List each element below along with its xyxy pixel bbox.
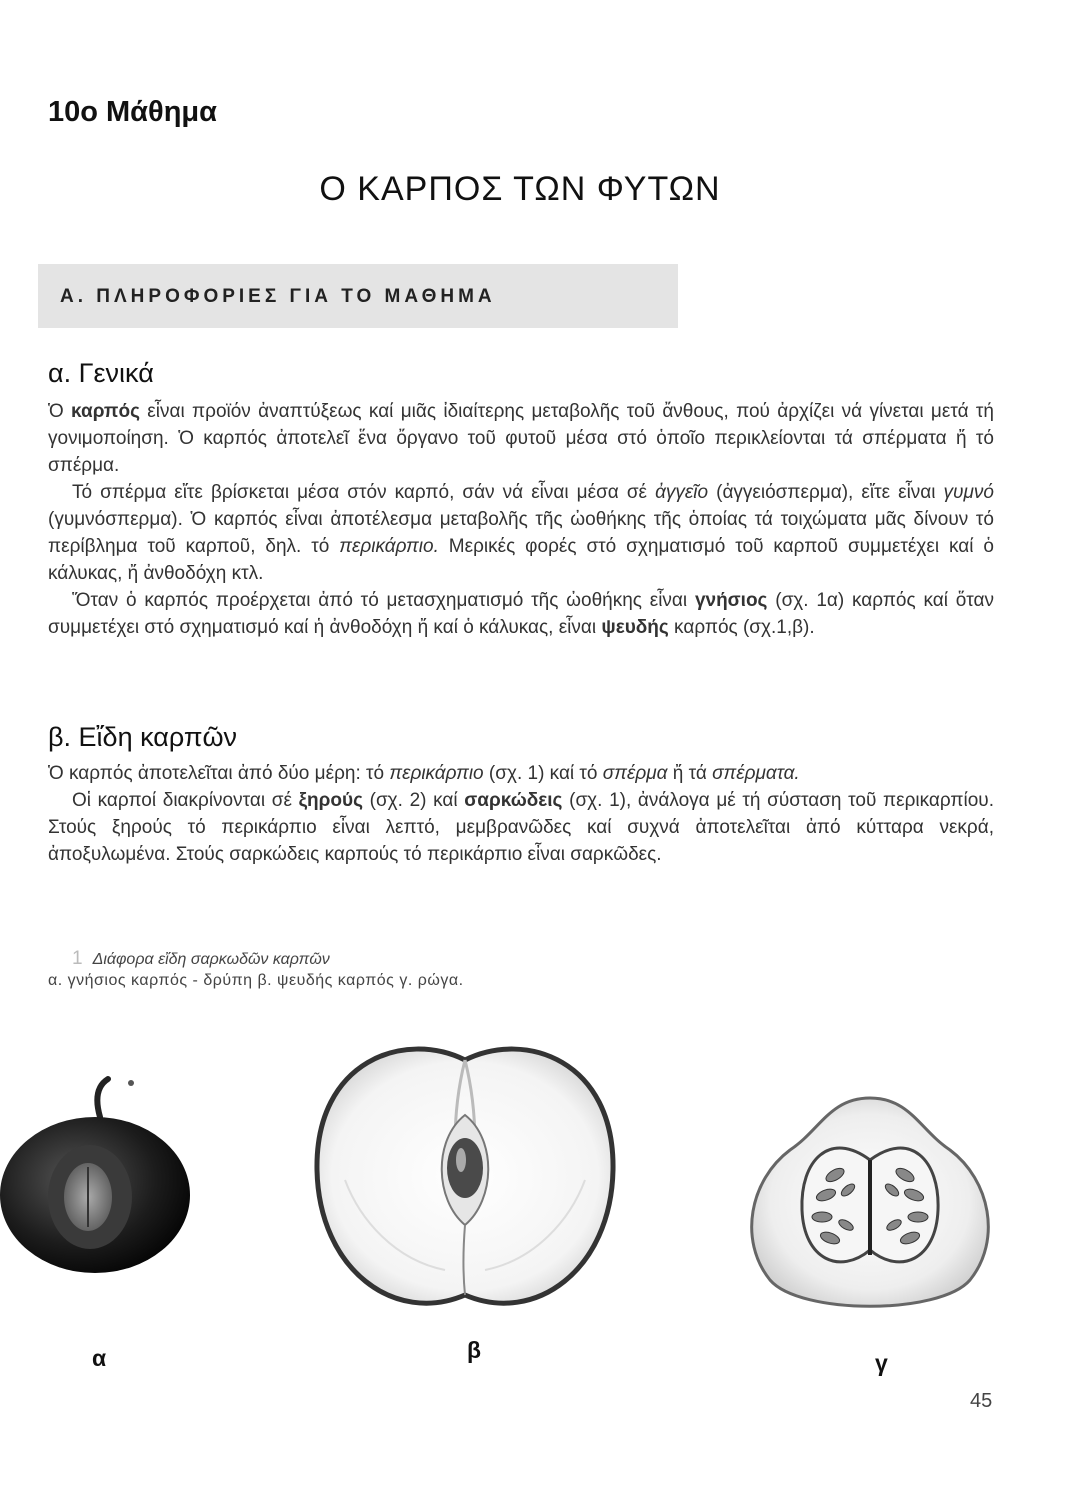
figure-label-c: γ <box>875 1350 888 1376</box>
figure-caption <box>48 948 464 990</box>
paragraph: Ὁ καρπός εἶναι προϊόν ἀναπτύξεως καί μιᾶς ἰδιαίτερης μεταβολῆς τοῦ ἄνθους, πού ἀρχίζει νά γίνεται μετά τή γονιμοποίηση. Ὁ καρπός ἀποτελεῖ ἕνα ὄργανο τοῦ φυτοῦ μέσα στό ὁποῖο περικλείονται τά σπέρματα ἤ τό σπέρμα. <box>48 401 994 476</box>
paragraph: Ὁ καρπός ἀποτελεῖται ἀπό δύο μέρη: τό περικάρπιο (σχ. 1) καί τό σπέρμα ἤ τά σπέρματα. <box>48 763 800 784</box>
page-title: Ο ΚΑΡΠΟΣ ΤΩΝ ΦΥΤΩΝ <box>319 170 721 208</box>
paragraph: Ὅταν ὁ καρπός προέρχεται ἀπό τό μετασχηματισμό τῆς ὠοθήκης εἶναι γνήσιος (σχ. 1α) καρπός καί ὅταν συμμετέχει στό σχηματισμό καί ἡ ἀνθοδόχη ἤ καί ὁ κάλυκας, εἶναι ψευδής καρπός (σχ.1,β). <box>48 590 994 638</box>
section-a-body <box>48 398 994 641</box>
section-b-body <box>48 760 994 868</box>
figure-caption-line: α. γνήσιος καρπός - δρύπη β. ψευδής καρπός γ. ρώγα. <box>48 972 464 989</box>
berry-illustration <box>730 1090 1010 1320</box>
section-b-heading: β. Εἴδη καρπῶν <box>48 722 238 752</box>
paragraph: Οἱ καρποί διακρίνονται σέ ξηρούς (σχ. 2) καί σαρκώδεις (σχ. 1), ἀνάλογα μέ τή σύσταση τοῦ περικαρπίου. Στούς ξηρούς τό περικάρπιο εἶναι λεπτό, μεμβρανῶδες καί συχνά ἀποτελεῖται ἀπό κύτταρα νεκρά, ἀποξυλωμένα. Στούς σαρκώδεις καρπούς τό περικάρπιο εἶναι σαρκῶδες. <box>48 790 994 865</box>
figure-label-a: α <box>92 1345 107 1371</box>
section-banner-text: Α. ΠΛΗΡΟΦΟΡΙΕΣ ΓΙΑ ΤΟ ΜΑΘΗΜΑ <box>60 286 496 307</box>
apple-illustration <box>305 1030 625 1330</box>
section-banner <box>38 264 678 328</box>
figure-caption-title: Διάφορα εἴδη σαρκωδῶν καρπῶν <box>92 951 330 968</box>
page-number: 45 <box>970 1390 993 1412</box>
section-a-heading: α. Γενικά <box>48 358 154 388</box>
paragraph: Τό σπέρμα εἴτε βρίσκεται μέσα στόν καρπό, σάν νά εἶναι μέσα σέ ἀγγεῖο (ἀγγειόσπερμα), εἴτε εἶναι γυμνό (γυμνόσπερμα). Ὁ καρπός εἶναι ἀποτέλεσμα μεταβολῆς τῆς ὠοθήκης τῆς ὁποίας τά τοιχώματα μᾶς δίνουν τό περίβλημα τοῦ καρποῦ, δηλ. τό περικάρπιο. Μερικές φορές στό σχηματισμό τοῦ καρποῦ συμμετέχει καί ὁ κάλυκας, ἤ ἀνθοδόχη κτλ. <box>48 482 994 584</box>
lesson-label: 10ο Μάθημα <box>48 96 217 128</box>
figure-number: 1 <box>72 948 83 969</box>
drupe-illustration <box>0 1075 200 1275</box>
figure-label-b: β <box>467 1337 482 1363</box>
